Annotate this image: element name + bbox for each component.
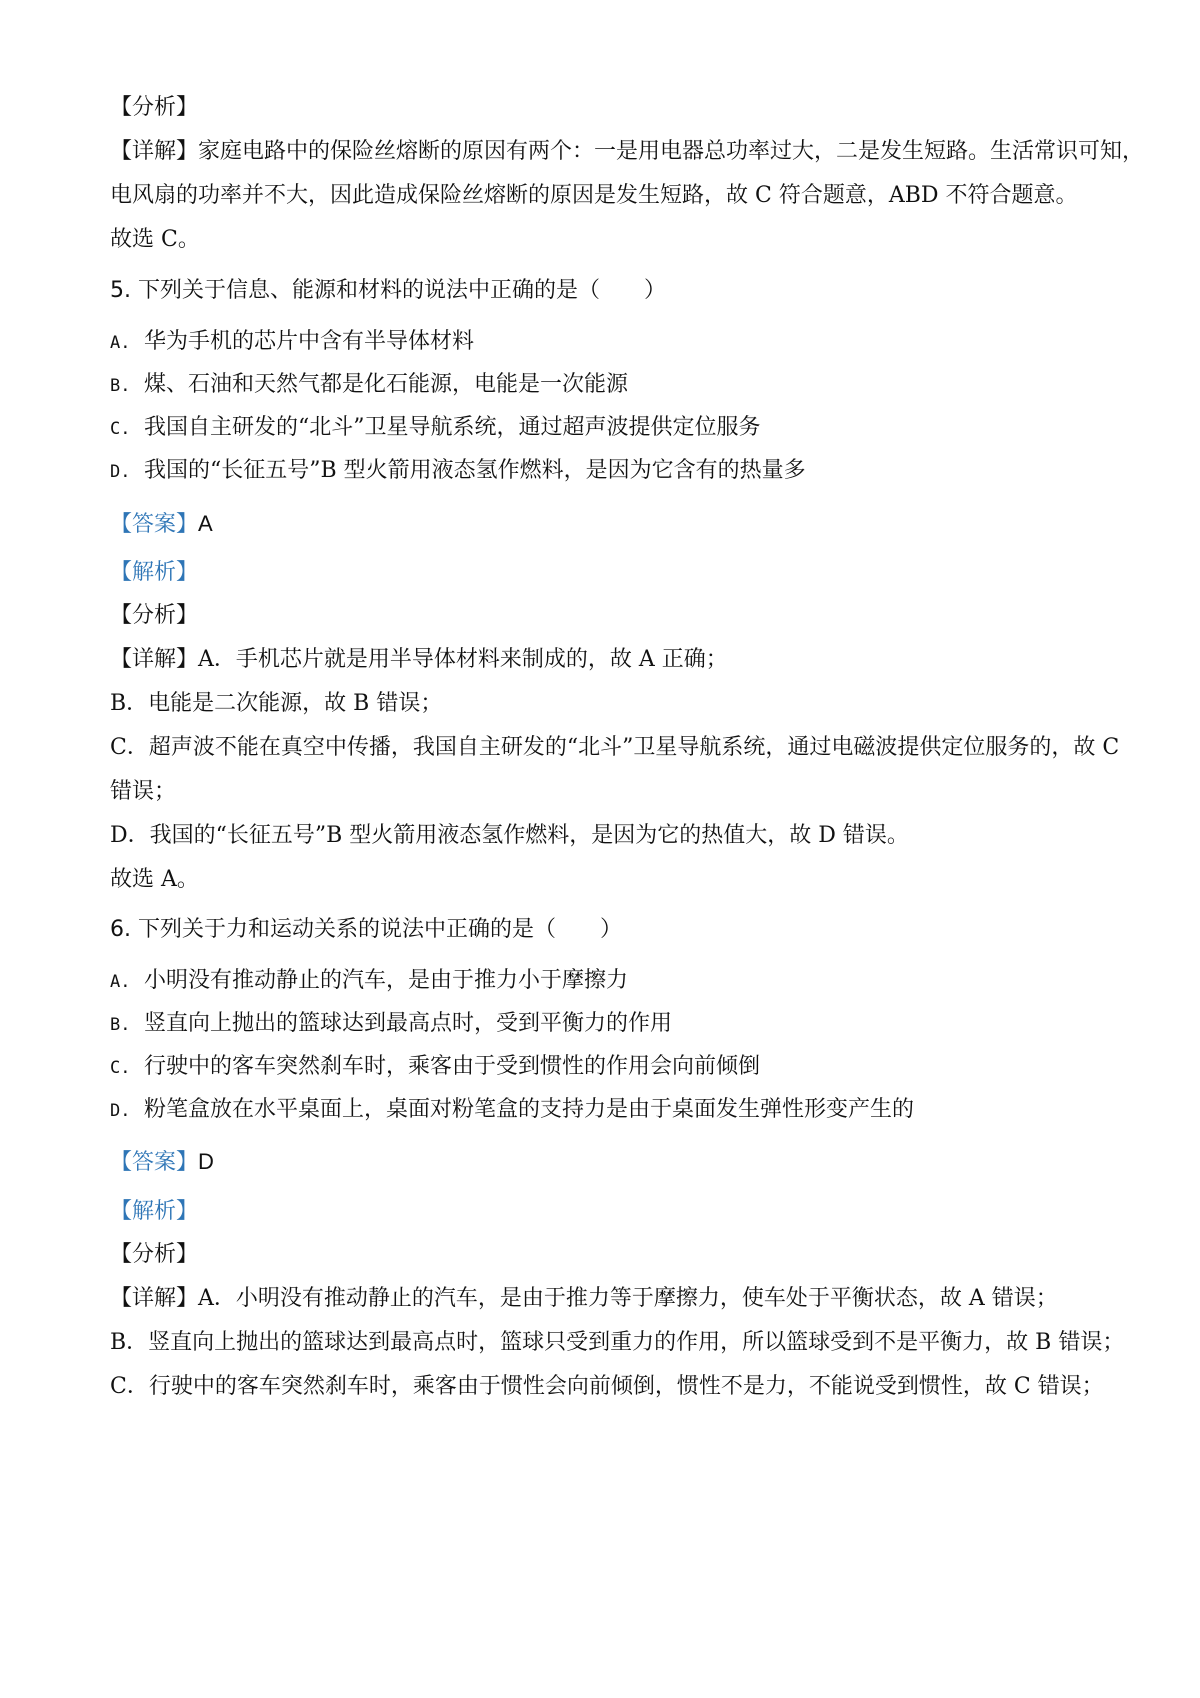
option-letter: D. <box>110 462 131 482</box>
conclusion-text: 故选 C。 <box>110 227 200 252</box>
detail-paragraph-line: 电风扇的功率并不大，因此造成保险丝熔断的原因是发生短路，故 C 符合题意，ABD 不符合题意。 <box>110 183 1078 208</box>
option-letter: B. <box>110 1015 131 1035</box>
option-letter: C. <box>110 419 131 439</box>
q6-jiexi-label: 【解析】 <box>110 1199 199 1224</box>
q5-detail-line: B．电能是二次能源，故 B 错误； <box>110 691 443 716</box>
q5-detail-line: C．超声波不能在真空中传播，我国自主研发的“北斗”卫星导航系统，通过电磁波提供定位服务的，故 C <box>110 735 1120 760</box>
q6-answer <box>110 1147 214 1178</box>
answer-label: 【答案】 <box>110 1150 199 1175</box>
option-text: 粉笔盒放在水平桌面上，桌面对粉笔盒的支持力是由于桌面发生弹性形变产生的 <box>144 1097 915 1122</box>
q5-option-b <box>110 370 628 401</box>
q6-option-c <box>110 1052 760 1083</box>
option-text: 小明没有推动静止的汽车，是由于推力小于摩擦力 <box>144 968 629 993</box>
option-text: 煤、石油和天然气都是化石能源，电能是一次能源 <box>144 372 629 397</box>
q6-option-d <box>110 1095 914 1126</box>
option-letter: B. <box>110 376 131 396</box>
option-text: 我国自主研发的“北斗”卫星导航系统，通过超声波提供定位服务 <box>144 415 761 440</box>
q5-detail-line: 错误； <box>110 779 177 804</box>
q5-jiexi-label: 【解析】 <box>110 560 199 585</box>
analysis-label: 【分析】 <box>110 95 199 120</box>
q6-detail-line: 【详解】A．小明没有推动静止的汽车，是由于推力等于摩擦力，使车处于平衡状态，故 A 错误； <box>110 1286 1058 1311</box>
q5-answer <box>110 509 213 540</box>
option-letter: A. <box>110 972 131 992</box>
q5-detail-line: D．我国的“长征五号”B 型火箭用液态氢作燃料，是因为它的热值大，故 D 错误。 <box>110 823 909 848</box>
q6-detail-line: C．行驶中的客车突然刹车时，乘客由于惯性会向前倾倒，惯性不是力，不能说受到惯性，故 C 错误； <box>110 1374 1104 1399</box>
answer-value: D <box>198 1149 214 1174</box>
option-letter: C. <box>110 1058 131 1078</box>
q5-conclusion: 故选 A。 <box>110 867 199 892</box>
option-text: 华为手机的芯片中含有半导体材料 <box>144 329 475 354</box>
answer-label: 【答案】 <box>110 512 199 537</box>
q5-option-c <box>110 413 761 444</box>
q5-detail-line: 【详解】A．手机芯片就是用半导体材料来制成的，故 A 正确； <box>110 647 728 672</box>
detail-paragraph-line: 【详解】家庭电路中的保险丝熔断的原因有两个：一是用电器总功率过大，二是发生短路。生活常识可知， <box>110 139 1145 164</box>
option-text: 竖直向上抛出的篮球达到最高点时，受到平衡力的作用 <box>144 1011 673 1036</box>
option-text: 我国的“长征五号”B 型火箭用液态氢作燃料，是因为它含有的热量多 <box>144 458 806 483</box>
option-letter: A. <box>110 333 131 353</box>
question-6-stem: 6. 下列关于力和运动关系的说法中正确的是（ ） <box>110 917 622 942</box>
q6-option-b <box>110 1009 672 1040</box>
question-5-stem: 5. 下列关于信息、能源和材料的说法中正确的是（ ） <box>110 278 666 303</box>
q6-analysis-label: 【分析】 <box>110 1242 199 1267</box>
option-letter: D. <box>110 1101 131 1121</box>
q5-option-d <box>110 456 806 487</box>
q5-analysis-label: 【分析】 <box>110 603 199 628</box>
answer-value: A <box>198 511 213 536</box>
q6-detail-line: B．竖直向上抛出的篮球达到最高点时，篮球只受到重力的作用，所以篮球受到不是平衡力，故 B 错误； <box>110 1330 1125 1355</box>
q5-option-a <box>110 327 474 358</box>
option-text: 行驶中的客车突然刹车时，乘客由于受到惯性的作用会向前倾倒 <box>144 1054 761 1079</box>
q6-option-a <box>110 966 628 997</box>
